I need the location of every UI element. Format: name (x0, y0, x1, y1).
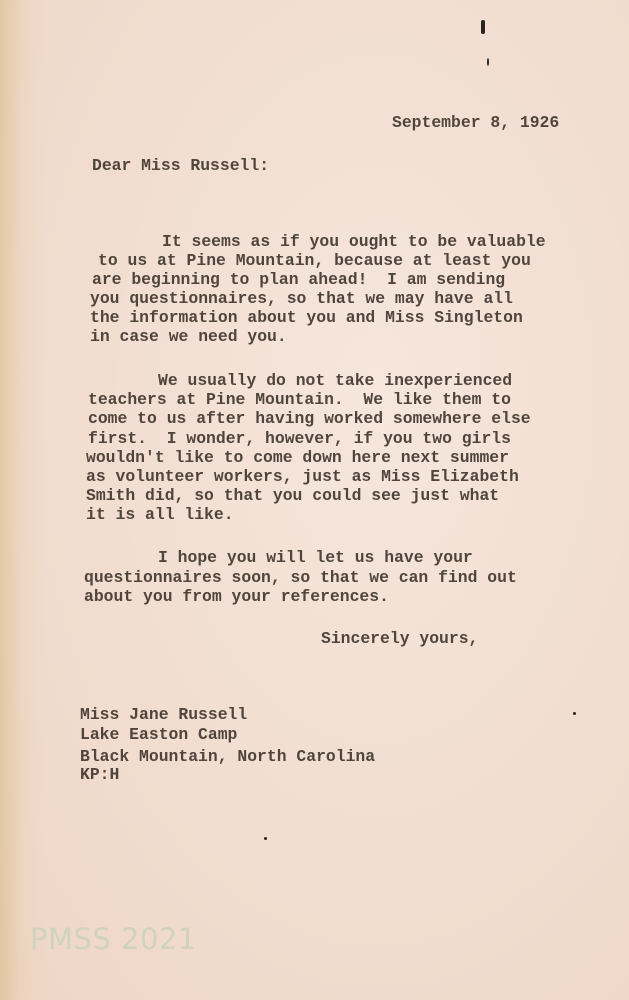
address-line: Black Mountain, North Carolina (80, 747, 376, 766)
address-line: Lake Easton Camp (80, 725, 238, 744)
watermark: PMSS 2021 (30, 922, 197, 956)
body-line: questionnaires soon, so that we can find out (84, 568, 517, 587)
body-line: We usually do not take inexperienced (158, 371, 513, 390)
ink-mark (481, 20, 485, 34)
body-line: about you from your references. (84, 587, 389, 606)
body-line: I hope you will let us have your (158, 548, 473, 567)
body-line: wouldn't like to come down here next summer (86, 448, 509, 467)
reference-initials: KP:H (80, 765, 120, 784)
body-line: as volunteer workers, just as Miss Elizabeth (86, 467, 519, 486)
address-line: Miss Jane Russell (80, 705, 248, 724)
body-line: first. I wonder, however, if you two girls (88, 429, 511, 448)
paper-speck (573, 712, 576, 715)
body-line: teachers at Pine Mountain. We like them to (88, 390, 511, 409)
ink-mark (487, 58, 489, 66)
body-line: the information about you and Miss Singleton (90, 308, 523, 327)
body-line: It seems as if you ought to be valuable (162, 232, 546, 251)
body-line: are beginning to plan ahead! I am sending (92, 270, 506, 289)
letter-date: September 8, 1926 (392, 113, 560, 132)
body-line: you questionnaires, so that we may have all (90, 289, 513, 308)
closing: Sincerely yours, (321, 629, 479, 648)
body-line: in case we need you. (90, 327, 287, 346)
body-line: it is all like. (86, 505, 234, 524)
paper-speck (264, 837, 267, 840)
salutation: Dear Miss Russell: (92, 156, 270, 175)
body-line: come to us after having worked somewhere else (88, 409, 531, 428)
body-line: to us at Pine Mountain, because at least you (98, 251, 531, 270)
body-line: Smith did, so that you could see just what (86, 486, 500, 505)
